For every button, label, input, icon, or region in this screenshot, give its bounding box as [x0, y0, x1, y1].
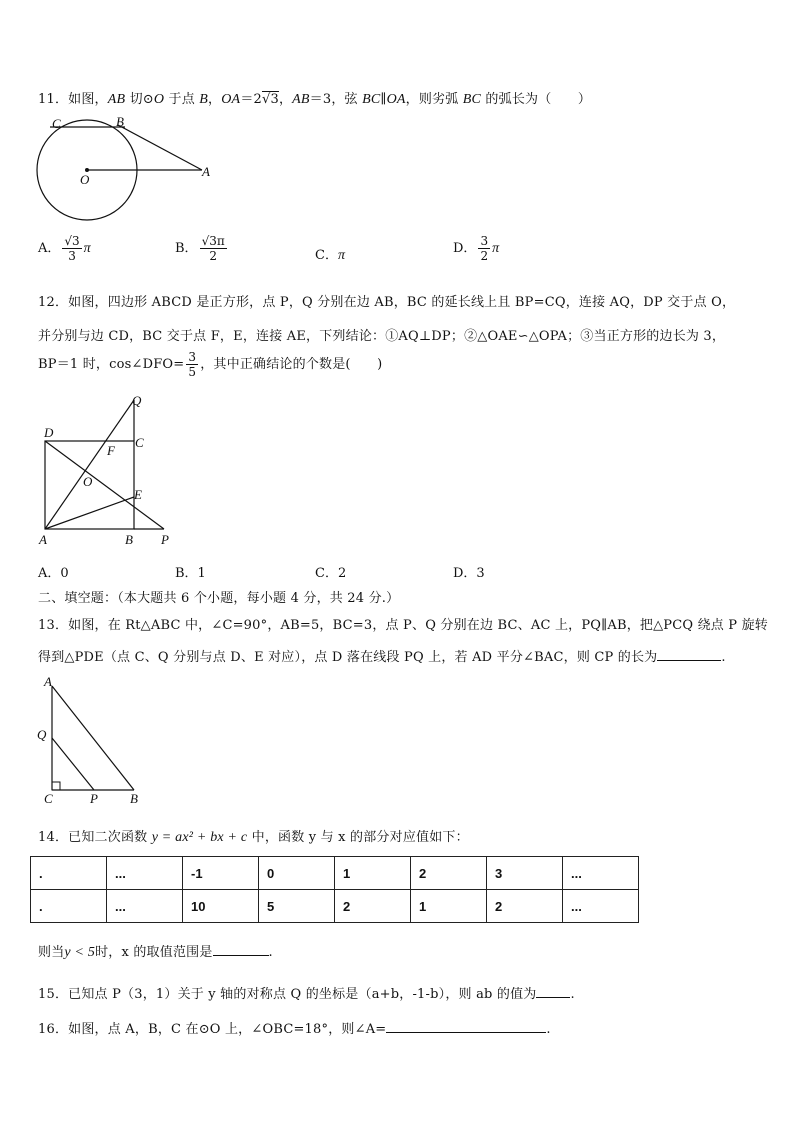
table-cell: . [31, 857, 107, 890]
table-cell: 0 [259, 857, 335, 890]
q15-answer-blank[interactable] [536, 985, 570, 998]
q11-figure [30, 112, 220, 224]
q15-stem: 15．已知点 P（3，1）关于 y 轴的对称点 Q 的坐标是（a+b，-1-b），则 ab 的值为 . [38, 987, 575, 1002]
q12-label-b: B [125, 532, 133, 547]
table-cell: 1 [335, 857, 411, 890]
q12-label-e: E [134, 487, 142, 502]
q16-answer-blank[interactable] [386, 1020, 546, 1033]
table-cell: ... [107, 890, 183, 923]
q13-label-c: C [44, 791, 53, 806]
q12-label-a: A [39, 532, 47, 547]
table-cell: 2 [411, 857, 487, 890]
q12-label-c: C [135, 435, 144, 450]
q12-label-o: O [83, 474, 93, 489]
q12-stem-line3: BP＝1 时，cos∠DFO= $\frac{3}{5}$ ，其中正确结论的个数是( ) [38, 350, 383, 379]
table-cell: ... [563, 857, 639, 890]
q16-stem: 16．如图，点 A，B，C 在⊙O 上，∠OBC=18°，则∠A= . [38, 1022, 551, 1037]
q12-stem-line1: 12．如图，四边形 ABCD 是正方形，点 P，Q 分别在边 AB，BC 的延长线上且 BP=CQ，连接 AQ，DP 交于点 O， [38, 295, 736, 310]
table-cell: 10 [183, 890, 259, 923]
q12-label-d: D [44, 425, 54, 440]
q12-option-a[interactable]: A．0 [38, 566, 69, 581]
q13-stem-line1: 13．如图，在 Rt△ABC 中，∠C=90°，AB=5，BC=3，点 P、Q 分别在边 BC、AC 上，PQ∥AB，把△PCQ 绕点 P 旋转 [38, 618, 768, 633]
table-cell: 2 [487, 890, 563, 923]
q11-option-a[interactable]: A． $\frac{√3}{3}$ π [38, 234, 91, 263]
table-cell: 3 [487, 857, 563, 890]
q14-answer-blank[interactable] [213, 943, 269, 956]
q11-option-d[interactable]: D． $\frac{3}{2}$ π [453, 234, 500, 263]
section-heading-fill-blank: 二、填空题：（本大题共 6 个小题，每小题 4 分，共 24 分.） [38, 591, 400, 606]
q13-label-a: A [44, 674, 52, 689]
table-cell: ... [563, 890, 639, 923]
table-row [31, 890, 639, 923]
table-cell: -1 [183, 857, 259, 890]
q13-stem-line2: 得到△PDE（点 C、Q 分别与点 D、E 对应），点 D 落在线段 PQ 上，若 AD 平分∠BAC，则 CP 的长为 . [38, 650, 726, 665]
q14-stem: 14．已知二次函数 y = ax² + bx + c 中，函数 y 与 x 的部分对应值如下： [38, 830, 469, 845]
q12-option-d[interactable]: D．3 [453, 566, 485, 581]
q11-stem: 11．如图，AB 切⊙O 于点 B，OA＝2√3，AB＝3，弦 BC∥OA，则劣弧 BC 的弧长为（ ） [38, 92, 592, 107]
q11-label-o: O [80, 172, 90, 187]
q12-label-q: Q [132, 393, 142, 408]
q11-label-a: A [202, 164, 210, 179]
q12-option-b[interactable]: B．1 [175, 566, 206, 581]
table-cell: ... [107, 857, 183, 890]
q11-label-b: B [116, 114, 124, 129]
q12-label-f: F [107, 443, 115, 458]
q13-figure [34, 672, 144, 806]
table-row [31, 857, 639, 890]
table-cell: 1 [411, 890, 487, 923]
table-cell: 2 [335, 890, 411, 923]
q13-answer-blank[interactable] [657, 648, 721, 661]
q12-figure [34, 392, 184, 548]
q13-label-b: B [130, 791, 138, 806]
q12-option-c[interactable]: C．2 [315, 566, 347, 581]
q11-label-c: C [52, 116, 61, 131]
q13-label-p: P [90, 791, 98, 806]
q14-value-table [30, 856, 639, 923]
q14-followup: 则当y < 5时，x 的取值范围是 . [38, 945, 273, 960]
q13-label-q: Q [37, 727, 47, 742]
table-cell: 5 [259, 890, 335, 923]
q11-option-c[interactable]: C．π [315, 248, 345, 263]
table-cell: . [31, 890, 107, 923]
q12-label-p: P [161, 532, 169, 547]
q12-stem-line2: 并分别与边 CD，BC 交于点 F，E，连接 AE，下列结论：①AQ⊥DP；②△OAE∽△OPA；③当正方形的边长为 3， [38, 329, 726, 344]
q11-option-b[interactable]: B． $\frac{√3\pi}{2}$ [175, 234, 225, 263]
